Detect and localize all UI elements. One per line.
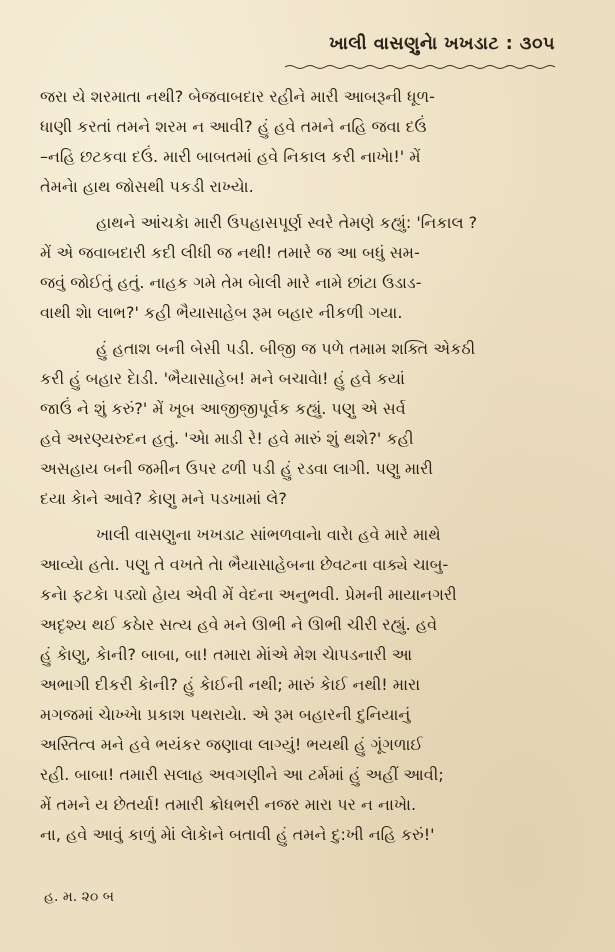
text-line: ના, હવે આવું કાળું મેાં લેાકેાને બતાવી હું તમને દુ:ખી નહિ કરું!'	[40, 825, 435, 844]
text-line: અસ્તિત્વ મને હવે ભયંકર જણાવા લાગ્યું! ભયથી હું ગૂંગળાઈ	[40, 735, 423, 754]
text-line: દયા કેાને આવે? કેાણુ મને પડખામાં લે?	[40, 489, 287, 508]
text-line: હું હતાશ બની બેસી પડી. બીજી જ પળે તમામ શક્તિ એકઠી	[96, 339, 476, 358]
text-line: કરી હું બહાર દેાડી. 'ભૈયાસાહેબ! મને બચાવેા! હું હવે કયાં	[40, 369, 405, 388]
text-line: હું કેાણુ, કેાની? બાબા, બા! તમારા મેાંએ મેશ ચેાપડનારી આ	[40, 645, 413, 664]
text-line: મગજમાં ચેાખ્ખેા પ્રકાશ પથરાયેા. એ રૂમ બહારની દુનિયાનું	[40, 705, 411, 724]
text-line: ખાલી વાસણુના ખખડાટ સાંભળવાનેા વારેા હવે મારે માથે	[96, 525, 441, 544]
paragraph-2	[40, 208, 585, 328]
text-line: જવું જોઈતું હતું. નાહક ગમે તેમ બેાલી મારે નામે છાંટા ઉડાડ-	[40, 273, 422, 292]
text-line: મેં તમને ય છેતર્યા! તમારી ક્રોધભરી નજર મારા પર ન નાખેા.	[40, 795, 417, 814]
footer-signature: હ. મ. ૨૦ બ	[44, 889, 114, 905]
paragraph-1	[40, 82, 585, 202]
text-line: અસહાય બની જમીન ઉપર ઢળી પડી હું રડવા લાગી. પણુ મારી	[40, 459, 433, 478]
text-line: મેં એ જવાબદારી કદી લીધી જ નથી! તમારે જ આ બધું સમ-	[40, 243, 420, 262]
text-line: રહી. બાબા! તમારી સલાહ અવગણીને આ ટર્મમાં હું અહીં આવી;	[40, 765, 444, 784]
text-line: આવ્યેા હતેા. પણુ તે વખતે તેા ભૈયાસાહેબના છેવટના વાક્યે ચાબુ-	[40, 555, 449, 574]
body-text	[40, 82, 585, 856]
text-line: કનેા ફટકેા પડ્યો હેાય એવી મેં વેદના અનુભવી. પ્રેમની માયાનગરી	[40, 585, 457, 604]
paragraph-4	[40, 520, 585, 850]
paragraph-3	[40, 334, 585, 514]
text-line: અભાગી દીકરી કેાની? હું કેાઈની નથી; મારું કેાઈ નથી! મારા	[40, 675, 421, 694]
text-line: જાઉં ને શું કરું?' મેં ખૂબ આજીજીપૂર્વક કહ્યું. પણુ એ સર્વ	[40, 399, 406, 418]
text-line: –નહિ છટકવા દઉં. મારી બાબતમાં હવે નિકાલ કરી નાખેા!' મેં	[40, 147, 421, 166]
text-line: વાથી શેા લાભ?' કહી ભૈયાસાહેબ રૂમ બહાર નીકળી ગયા.	[40, 303, 403, 322]
text-line: અદૃશ્ય થઈ કઠેાર સત્ય હવે મને ઊભી ને ઊભી ચીરી રહ્યું. હવે	[40, 615, 438, 634]
text-line: હવે અરણ્યરુદન હતું. 'એા માડી રે! હવે મારું શું થશે?' કહી	[40, 429, 414, 448]
running-header: ખાલી વાસણુનેા ખખડાટ : ૩૦૫	[329, 34, 555, 54]
text-line: જરા યે શરમાતા નથી? બેજવાબદાર રહીને મારી આબરૂની ધૂળ-	[40, 87, 435, 106]
text-line: ધાણી કરતાં તમને શરમ ન આવી? હું હવે તમને નહિ જવા દઉં	[40, 117, 427, 136]
text-line: તેમનેા હાથ જોસથી પકડી રાખ્યેા.	[40, 177, 254, 196]
header-wavy-rule	[285, 64, 555, 70]
text-line: હાથને આંચકેા મારી ઉપહાસપૂર્ણ સ્વરે તેમણે કહ્યું: 'નિકાલ ?	[96, 213, 478, 232]
